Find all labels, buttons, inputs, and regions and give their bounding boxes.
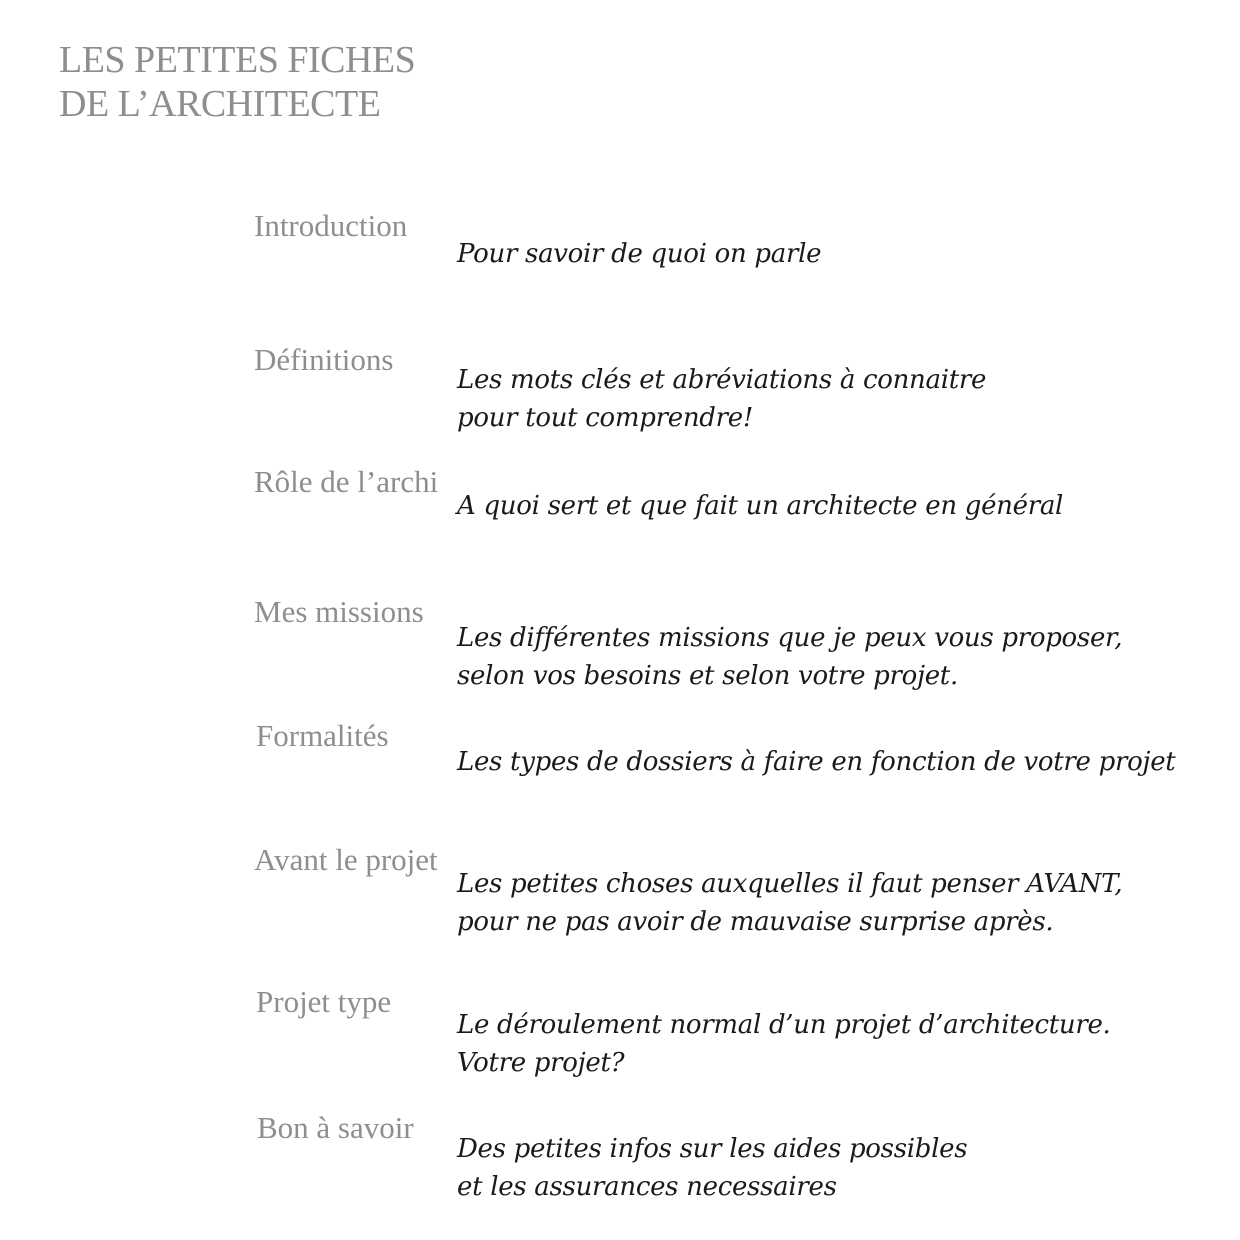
section-label-projet-type[interactable]: Projet type bbox=[256, 984, 392, 1019]
section-label-formalites[interactable]: Formalités bbox=[256, 718, 389, 753]
page-title bbox=[59, 38, 415, 126]
desc-line: pour ne pas avoir de mauvaise surprise après. bbox=[457, 907, 1054, 937]
desc-line: Votre projet? bbox=[457, 1048, 625, 1078]
section-desc-role bbox=[457, 487, 1063, 525]
desc-line: A quoi sert et que fait un architecte en général bbox=[457, 491, 1064, 521]
desc-line: Des petites infos sur les aides possibles bbox=[457, 1134, 968, 1164]
desc-line: pour tout comprendre! bbox=[457, 403, 753, 433]
section-desc-avant-projet bbox=[457, 865, 1122, 941]
section-desc-formalites bbox=[457, 743, 1175, 781]
desc-line: Les petites choses auxquelles il faut penser AVANT, bbox=[457, 869, 1123, 899]
desc-line: Le déroulement normal d’un projet d’architecture. bbox=[457, 1010, 1111, 1040]
desc-line: Les différentes missions que je peux vous proposer, bbox=[457, 623, 1123, 653]
section-label-bon-a-savoir[interactable]: Bon à savoir bbox=[257, 1110, 414, 1145]
section-desc-introduction bbox=[457, 235, 821, 273]
desc-line: Pour savoir de quoi on parle bbox=[457, 239, 822, 269]
section-label-introduction[interactable]: Introduction bbox=[254, 208, 408, 243]
section-desc-bon-a-savoir bbox=[457, 1130, 967, 1206]
page-title-line-2: DE L’ARCHITECTE bbox=[59, 83, 381, 125]
section-label-definitions[interactable]: Définitions bbox=[254, 342, 394, 377]
section-desc-projet-type bbox=[457, 1006, 1111, 1082]
section-label-missions[interactable]: Mes missions bbox=[254, 594, 424, 629]
desc-line: selon vos besoins et selon votre projet. bbox=[457, 661, 958, 691]
desc-line: Les mots clés et abréviations à connaitre bbox=[457, 365, 987, 395]
desc-line: Les types de dossiers à faire en fonction de votre projet bbox=[457, 747, 1176, 777]
desc-line: et les assurances necessaires bbox=[457, 1172, 837, 1202]
section-label-avant-projet[interactable]: Avant le projet bbox=[254, 842, 438, 877]
section-label-role[interactable]: Rôle de l’archi bbox=[254, 464, 439, 499]
page-title-line-1: LES PETITES FICHES bbox=[59, 39, 416, 81]
section-desc-definitions bbox=[457, 361, 986, 437]
section-desc-missions bbox=[457, 619, 1122, 695]
